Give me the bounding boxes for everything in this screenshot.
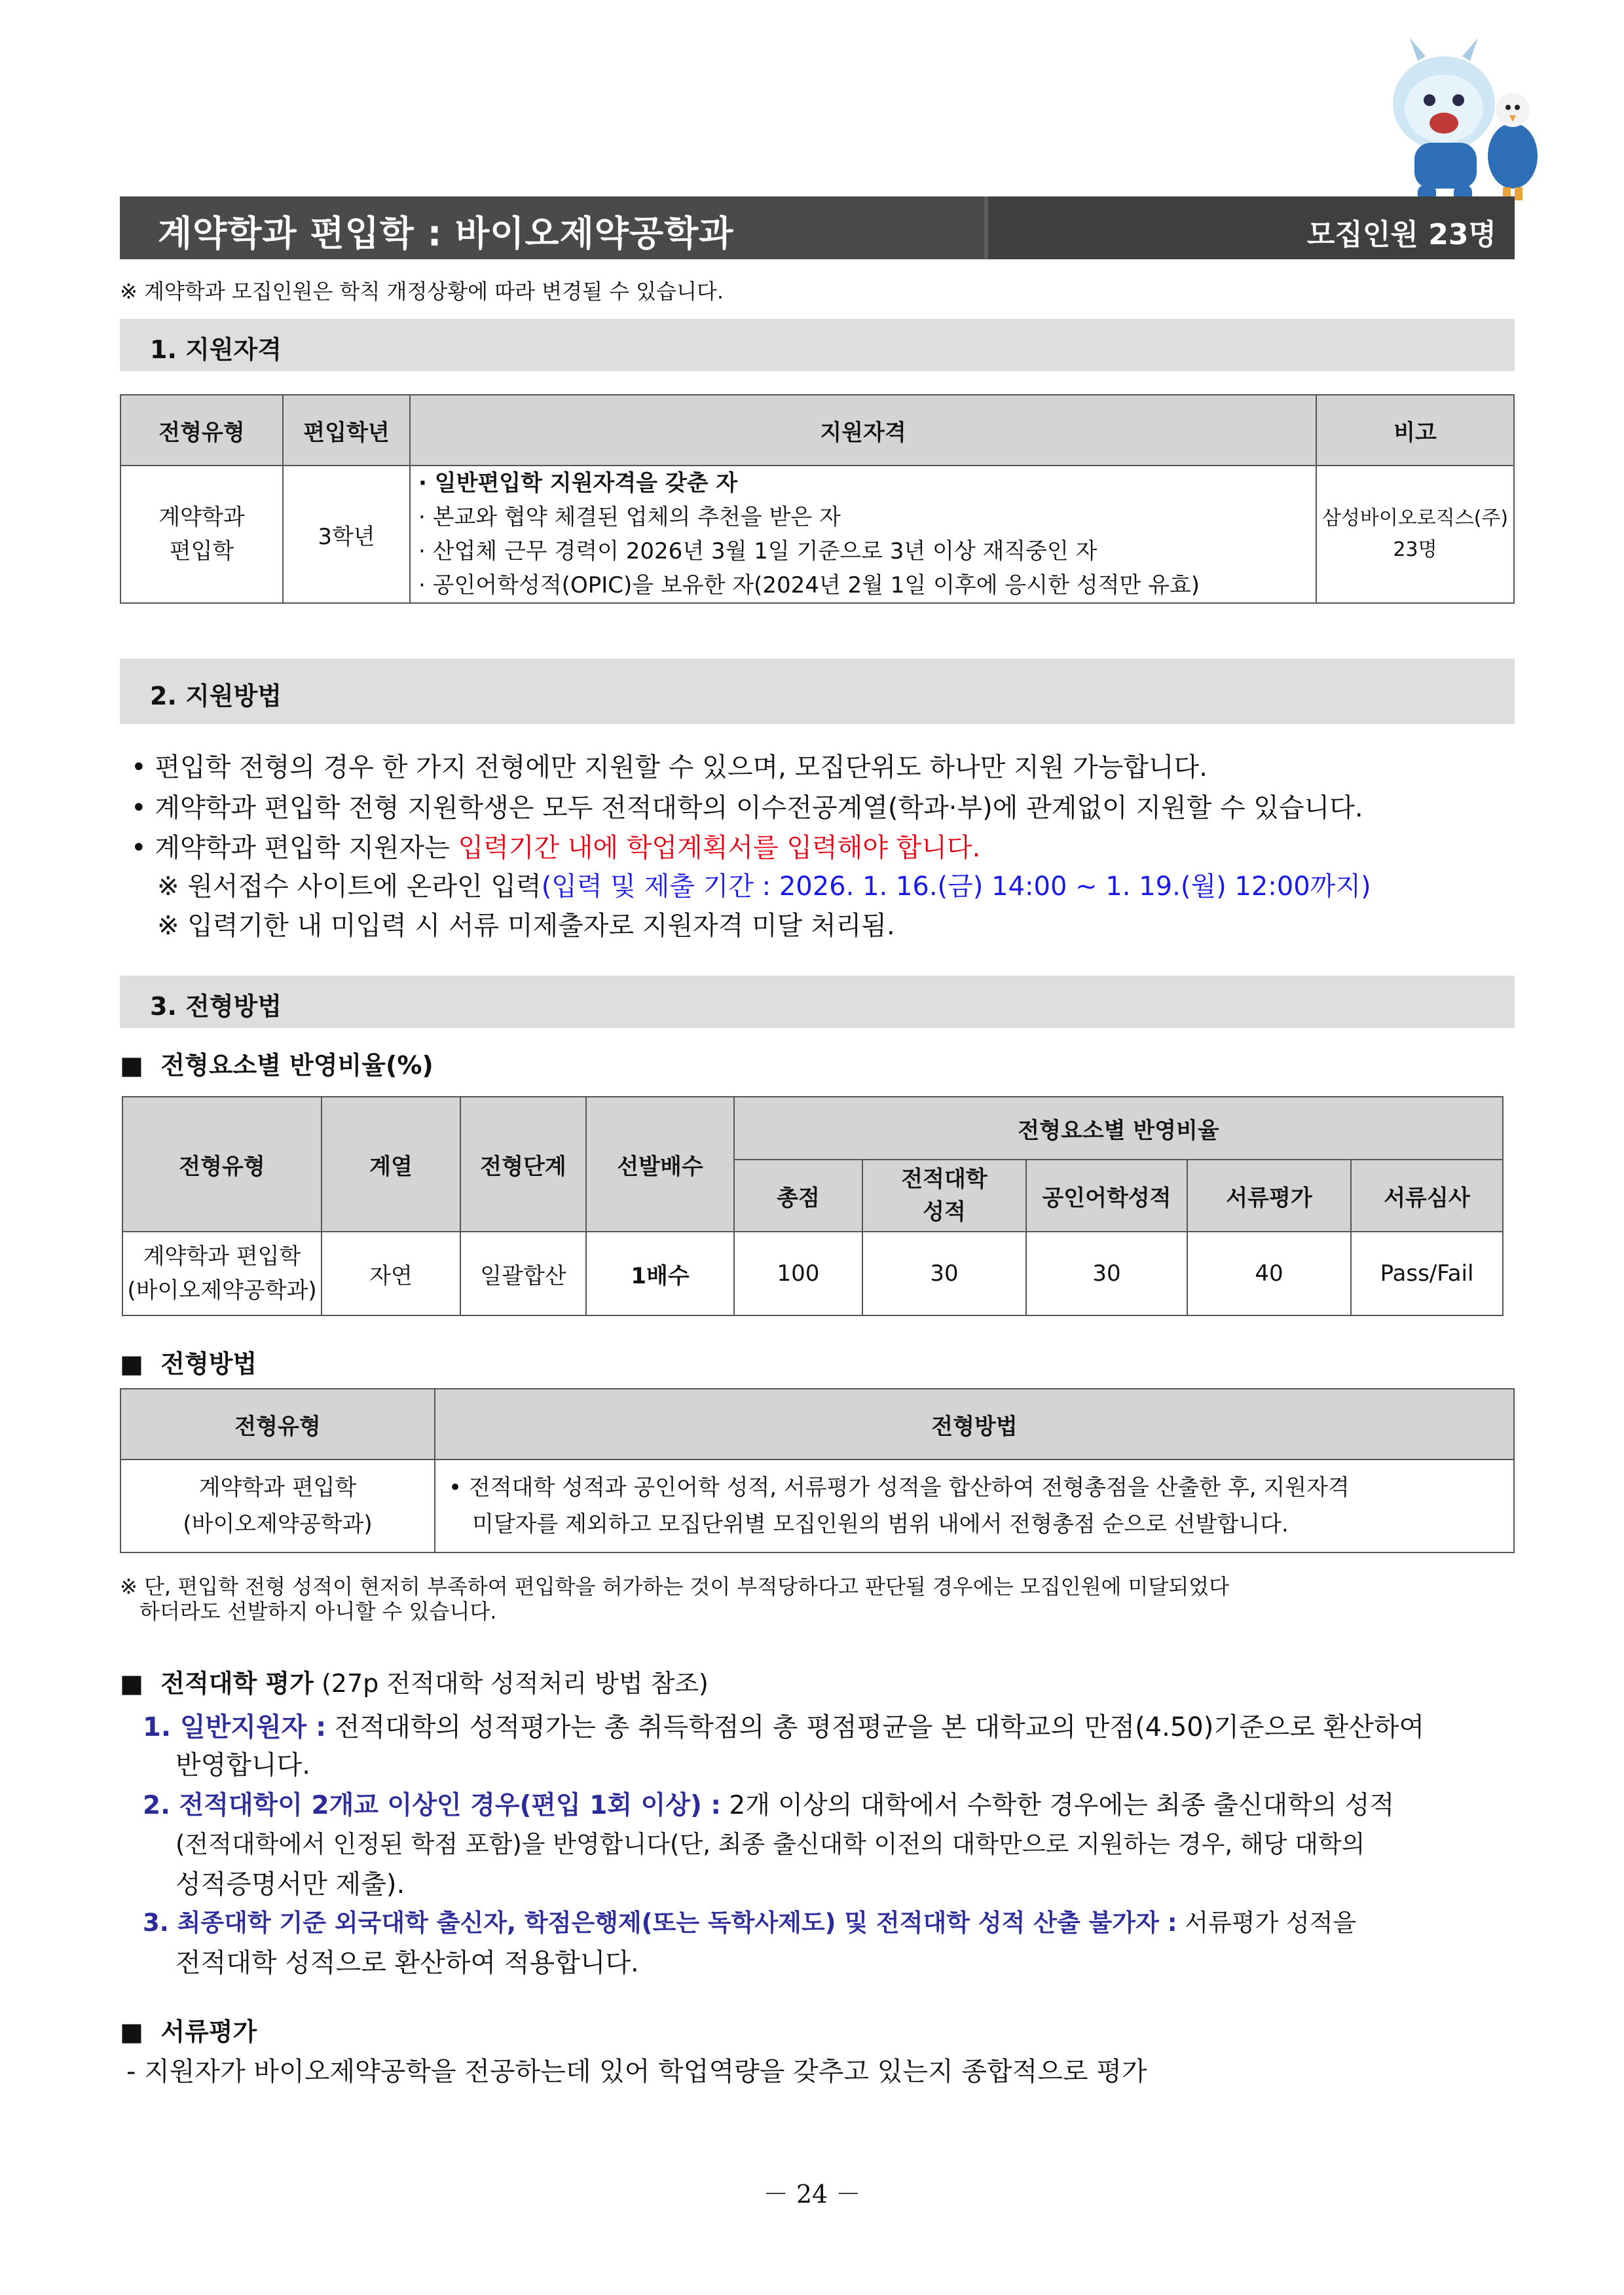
- section3-header: [120, 976, 1515, 1028]
- th-type: 전형유형: [120, 395, 283, 466]
- note-text: ※ 원서접수 사이트에 온라인 입력: [157, 872, 542, 902]
- cell-method: [435, 1460, 1514, 1552]
- cell-type-line1: 계약학과: [158, 504, 245, 530]
- qualification-item: · 공인어학성적(OPIC)을 보유한 자(2024년 2월 1일 이후에 응시한 성적만 유효): [418, 572, 1200, 598]
- eval-item-text: 전적대학의 성적평가는 총 취득학점의 총 평점평균을 본 대학교의 만점(4.50)기준으로 환산하여: [334, 1712, 1425, 1742]
- section2-header: [120, 659, 1515, 724]
- cell-stage: 일괄합산: [460, 1232, 586, 1315]
- th-total: 총점: [734, 1160, 862, 1232]
- qualification-item: · 본교와 협약 체결된 업체의 추천을 받은 자: [418, 504, 841, 530]
- page-number: － 24 －: [763, 2180, 861, 2209]
- cell-type: [120, 1460, 435, 1552]
- input-period-note: [157, 866, 1371, 903]
- th-field: 계열: [322, 1097, 460, 1232]
- eval-item-1-cont: 반영합니다.: [175, 1750, 310, 1780]
- th-documents: 서류평가: [1187, 1160, 1351, 1232]
- method-line: 미달자를 제외하고 모집단위별 모집인원의 범위 내에서 전형총점 순으로 선발합니다.: [472, 1511, 1289, 1537]
- section1-title: 1. 지원자격: [150, 335, 282, 364]
- th-prev-univ: [862, 1160, 1026, 1232]
- th-review: 서류심사: [1351, 1160, 1503, 1232]
- cell-type-line1: 계약학과 편입학: [143, 1243, 301, 1270]
- title-bar: [120, 196, 1515, 259]
- cell-type-line2: (바이오제약공학과): [183, 1511, 373, 1537]
- page-title: 계약학과 편입학 : 바이오제약공학과: [158, 213, 734, 254]
- section3-title: 3. 전형방법: [150, 992, 282, 1021]
- eval-item-1: [143, 1706, 1424, 1744]
- selection-note-line2: 하더라도 선발하지 아니할 수 있습니다.: [139, 1599, 497, 1624]
- eval-heading: ■ 전적대학 평가 (27p 전적대학 성적처리 방법 참조): [120, 1669, 709, 1698]
- missing-input-note: ※ 입력기한 내 미입력 시 서류 미제출자로 지원자격 미달 처리됨.: [157, 911, 895, 941]
- th-multiple: 선발배수: [586, 1097, 734, 1232]
- eval-item-3: [143, 1903, 1356, 1938]
- cell-review: Pass/Fail: [1351, 1232, 1503, 1315]
- method-table: [120, 1388, 1515, 1553]
- input-period: (입력 및 제출 기간 : 2026. 1. 16.(금) 14:00 ~ 1. 19.(월) 12:00까지): [541, 872, 1371, 902]
- cell-type: [122, 1232, 322, 1315]
- th-remark: 비고: [1316, 395, 1514, 466]
- cell-multiple: 1배수: [586, 1232, 734, 1315]
- ratio-table: [122, 1096, 1504, 1316]
- method-bullet-1: • 편입학 전형의 경우 한 가지 전형에만 지원할 수 있으며, 모집단위도 하나만 지원 가능합니다.: [131, 752, 1208, 782]
- quota-label: 모집인원 23명: [1306, 218, 1496, 251]
- th-method: 전형방법: [435, 1389, 1514, 1460]
- th-ratio-group: 전형요소별 반영비율: [734, 1097, 1503, 1160]
- doc-heading: ■ 서류평가: [120, 2017, 257, 2046]
- cell-grade: 3학년: [283, 466, 410, 603]
- method-heading: ■ 전형방법: [120, 1349, 257, 1378]
- th-prev-univ-line2: 성적: [923, 1199, 966, 1225]
- th-qualification: 지원자격: [410, 395, 1316, 466]
- eval-item-label: 2. 전적대학이 2개교 이상인 경우(편입 1회 이상) :: [143, 1791, 721, 1820]
- th-prev-univ-line1: 전적대학: [901, 1166, 987, 1192]
- bullet-text: 계약학과 편입학 지원자는: [155, 833, 458, 863]
- method-bullet-2: • 계약학과 편입학 전형 지원학생은 모두 전적대학의 이수전공계열(학과·부)에 관계없이 지원할 수 있습니다.: [131, 793, 1363, 823]
- cell-language: 30: [1026, 1232, 1187, 1315]
- th-grade: 편입학년: [283, 395, 410, 466]
- section1-header: [120, 319, 1515, 371]
- method-bullet-3: • 계약학과 편입학 지원자는 입력기간 내에 학업계획서를 입력해야 합니다.: [131, 833, 981, 863]
- qualification-table: [120, 394, 1515, 604]
- bullet-text: 계약학과 편입학 전형 지원학생은 모두 전적대학의 이수전공계열(학과·부)에 관계없이 지원할 수 있습니다.: [155, 793, 1363, 823]
- qualification-item: · 일반편입학 지원자격을 갖춘 자: [418, 470, 738, 496]
- ratio-heading: ■ 전형요소별 반영비율(%): [120, 1051, 434, 1080]
- cell-remark: [1316, 466, 1514, 603]
- doc-text: - 지원자가 바이오제약공학을 전공하는데 있어 학업역량을 갖추고 있는지 종합적으로 평가: [126, 2057, 1147, 2087]
- eval-item-2-cont: (전적대학에서 인정된 학점 포함)을 반영합니다(단, 최종 출신대학 이전의 대학만으로 지원하는 경우, 해당 대학의: [175, 1830, 1365, 1858]
- selection-note-line1: ※ 단, 편입학 전형 성적이 현저히 부족하여 편입학을 허가하는 것이 부적당하다고 판단될 경우에는 모집인원에 미달되었다: [120, 1574, 1230, 1599]
- bullet-highlight: 입력기간 내에 학업계획서를 입력해야 합니다.: [458, 833, 981, 863]
- cell-type-line2: (바이오제약공학과): [127, 1277, 317, 1304]
- eval-heading-ref: (27p 전적대학 성적처리 방법 참조): [313, 1669, 709, 1698]
- th-language: 공인어학성적: [1026, 1160, 1187, 1232]
- bullet-text: 편입학 전형의 경우 한 가지 전형에만 지원할 수 있으며, 모집단위도 하나만 지원 가능합니다.: [155, 752, 1208, 782]
- mascot-illustration: [1378, 31, 1549, 207]
- cell-total: 100: [734, 1232, 862, 1315]
- eval-item-2-cont: 성적증명서만 제출).: [175, 1869, 405, 1900]
- remark-count: 23명: [1393, 538, 1437, 561]
- qualification-item: · 산업체 근무 경력이 2026년 3월 1일 기준으로 3년 이상 재직중인 자: [418, 538, 1098, 564]
- cell-qualifications: [410, 466, 1316, 603]
- cell-prev-univ: 30: [862, 1232, 1026, 1315]
- th-stage: 전형단계: [460, 1097, 586, 1232]
- doc-heading-text: 서류평가: [160, 2017, 257, 2046]
- eval-heading-text: 전적대학 평가: [160, 1669, 314, 1698]
- section2-title: 2. 지원방법: [150, 682, 282, 710]
- ratio-heading-text: 전형요소별 반영비율(%): [160, 1051, 434, 1080]
- title-bar-divider: [984, 196, 988, 259]
- th-type: 전형유형: [122, 1097, 322, 1232]
- eval-item-text: 서류평가 성적을: [1185, 1909, 1357, 1937]
- eval-item-text: 2개 이상의 대학에서 수학한 경우에는 최종 출신대학의 성적: [729, 1791, 1395, 1820]
- cell-field: 자연: [322, 1232, 460, 1315]
- method-heading-text: 전형방법: [160, 1349, 257, 1378]
- eval-item-2: [143, 1785, 1394, 1822]
- eval-item-3-cont: 전적대학 성적으로 환산하여 적용합니다.: [175, 1948, 639, 1978]
- cell-type-line2: 편입학: [169, 538, 234, 564]
- eval-item-label: 1. 일반지원자 :: [143, 1712, 327, 1742]
- eval-item-label: 3. 최종대학 기준 외국대학 출신자, 학점은행제(또는 독학사제도) 및 전적대학 성적 산출 불가자 :: [143, 1909, 1177, 1937]
- remark-company: 삼성바이오로직스(주): [1321, 507, 1509, 530]
- cell-type-line1: 계약학과 편입학: [198, 1475, 357, 1501]
- quota-note: ※ 계약학과 모집인원은 학칙 개정상황에 따라 변경될 수 있습니다.: [120, 279, 724, 304]
- cell-type: [120, 466, 283, 603]
- th-type: 전형유형: [120, 1389, 435, 1460]
- cell-documents: 40: [1187, 1232, 1351, 1315]
- method-line: • 전적대학 성적과 공인어학 성적, 서류평가 성적을 합산하여 전형총점을 산출한 후, 지원자격: [449, 1475, 1350, 1501]
